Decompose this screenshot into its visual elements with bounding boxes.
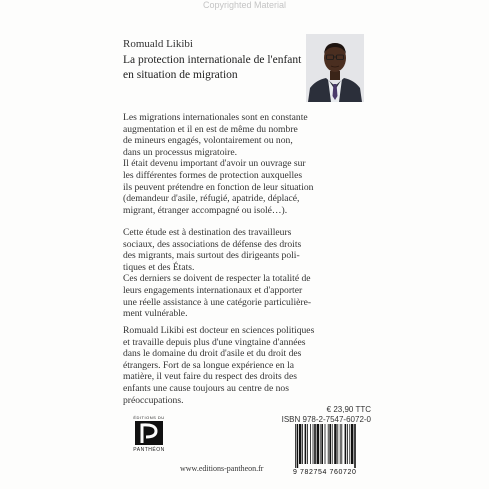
- blurb-line: matière, il veut faire du respect des droits des: [123, 371, 297, 383]
- barcode-bar: [332, 424, 333, 464]
- author-photo: [306, 34, 364, 102]
- barcode-bar: [345, 424, 347, 464]
- blurb-line: Il était devenu important d'avoir un ouvrage sur: [123, 158, 306, 170]
- barcode-bar: [325, 424, 326, 464]
- barcode-bar: [329, 424, 331, 464]
- blurb-paragraph: [123, 227, 371, 320]
- barcode-bar: [354, 424, 356, 468]
- barcode-bar: [328, 424, 329, 464]
- barcode-bar: [321, 424, 323, 464]
- blurb-line: et travaille depuis plus d'une vingtaine d'années: [123, 336, 306, 348]
- blurb-line: tiques et des États.: [123, 261, 195, 273]
- barcode-bar: [295, 424, 296, 468]
- title-line: en situation de migration: [123, 69, 238, 81]
- barcode-bar: [313, 424, 314, 464]
- barcode-bar: [349, 424, 350, 464]
- barcode-icon: [293, 424, 371, 468]
- blurb-line: Les migrations internationales sont en constante: [123, 112, 308, 123]
- author-name: Romuald Likibi: [123, 38, 193, 50]
- price-block: [250, 405, 371, 425]
- blurb-line: une réelle assistance à une catégorie particulière-: [123, 296, 312, 308]
- barcode-bar: [299, 424, 301, 464]
- publisher-name-top: ÉDITIONS DU: [133, 415, 165, 420]
- barcode-bar: [307, 424, 308, 464]
- book-title: [123, 53, 303, 83]
- blurb-paragraph: [123, 325, 371, 406]
- barcode-bar: [305, 424, 307, 464]
- barcode-bar: [341, 424, 342, 464]
- blurb-line: Ces derniers se doivent de respecter la totalité de: [123, 273, 311, 285]
- blurb-line: de mineurs engagés, volontairement ou non,: [123, 135, 293, 147]
- isbn: ISBN 978-2-7547-6072-0: [281, 415, 371, 424]
- blurb-line: les différentes formes de protection auxquelles: [123, 169, 303, 181]
- blurb-line: étrangers. Fort de sa longue expérience en la: [123, 359, 295, 371]
- blurb-line: Romuald Likibi est docteur en sciences politiques: [123, 325, 315, 336]
- blurb-line: (demandeur d'asile, réfugié, apatride, déplacé,: [123, 193, 300, 205]
- blurb-line: préoccupations.: [123, 394, 184, 406]
- isbn-barcode: [293, 424, 371, 476]
- barcode-bar: [334, 424, 336, 464]
- blurb-paragraph: [123, 112, 371, 216]
- barcode-bar: [347, 424, 348, 464]
- publisher-mark-icon: [130, 420, 168, 446]
- publisher-logo: [130, 415, 168, 453]
- barcode-bar: [310, 424, 311, 464]
- barcode-bar: [337, 424, 338, 464]
- copyright-watermark: Copyrighted Material: [202, 0, 287, 10]
- barcode-bar: [320, 424, 321, 464]
- publisher-name-bottom: PANTHÉON: [133, 447, 165, 453]
- blurb-line: augmentation et il en est de même du nombre: [123, 123, 298, 135]
- blurb-line: dans le domaine du droit d'asile et du droit des: [123, 348, 302, 360]
- blurb-line: sociaux, des associations de défense des droits: [123, 238, 302, 250]
- barcode-digits: 9 782754 760720: [293, 469, 357, 476]
- blurb-line: dans un processus migratoire.: [123, 146, 238, 158]
- blurb-line: migrant, étranger accompagné ou isolé…).: [123, 204, 288, 216]
- title-line: La protection internationale de l'enfant: [123, 54, 302, 66]
- blurb-line: Cette étude est à destination des travailleurs: [123, 227, 292, 238]
- blurb-line: ment vulnérable.: [123, 308, 188, 320]
- barcode-bar: [317, 424, 319, 464]
- blurb-line: enfants une cause toujours au centre de nos: [123, 382, 289, 394]
- blurb-line: leurs engagements internationaux et d'apporter: [123, 284, 303, 296]
- publisher-website: www.editions-pantheon.fr: [180, 464, 264, 473]
- barcode-bar: [314, 424, 316, 464]
- price: € 23,90 TTC: [326, 405, 371, 414]
- barcode-bar: [351, 424, 353, 464]
- barcode-bar: [302, 424, 303, 464]
- barcode-bar: [297, 424, 299, 468]
- blurb-line: des migrants, mais surtout des dirigeants poli-: [123, 250, 300, 262]
- blurb-line: ils peuvent prétendre en fonction de leur situation: [123, 181, 314, 193]
- barcode-bar: [340, 424, 341, 464]
